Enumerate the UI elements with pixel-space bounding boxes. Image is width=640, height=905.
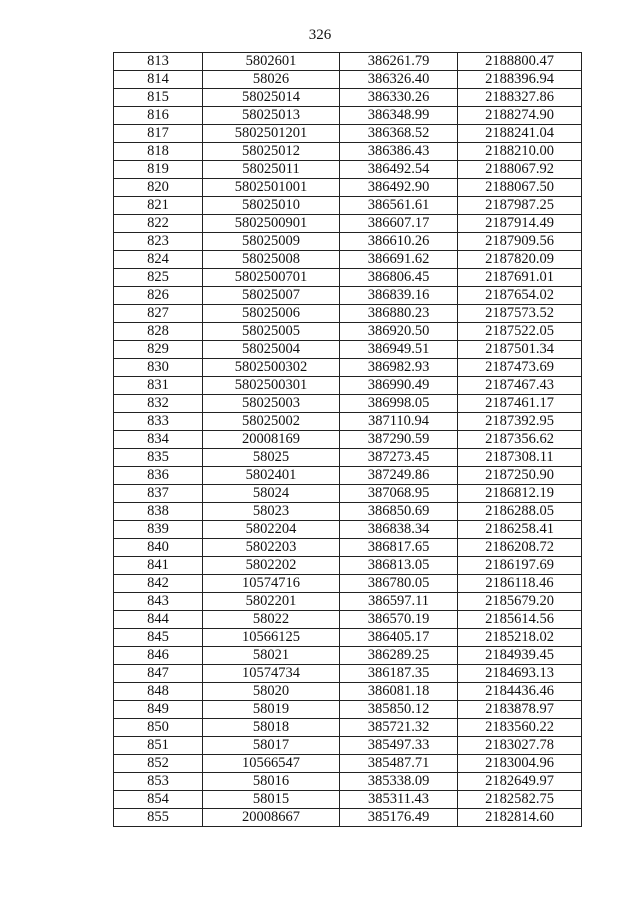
- table-row: [114, 449, 582, 467]
- y-coordinate-cell: 2188327.86: [458, 89, 582, 107]
- row-number-cell: 828: [114, 323, 203, 341]
- x-coordinate-cell: 385311.43: [340, 791, 458, 809]
- point-id-cell: 5802601: [203, 53, 340, 71]
- x-coordinate-cell: 386386.43: [340, 143, 458, 161]
- row-number-cell: 815: [114, 89, 203, 107]
- row-number-cell: 849: [114, 701, 203, 719]
- row-number-cell: 844: [114, 611, 203, 629]
- row-number-cell: 845: [114, 629, 203, 647]
- table-row: [114, 215, 582, 233]
- point-id-cell: 58025005: [203, 323, 340, 341]
- table-row: [114, 125, 582, 143]
- row-number-cell: 832: [114, 395, 203, 413]
- x-coordinate-cell: 386561.61: [340, 197, 458, 215]
- y-coordinate-cell: 2187573.52: [458, 305, 582, 323]
- row-number-cell: 852: [114, 755, 203, 773]
- table-row: [114, 53, 582, 71]
- x-coordinate-cell: 386570.19: [340, 611, 458, 629]
- table-row: [114, 377, 582, 395]
- y-coordinate-cell: 2187691.01: [458, 269, 582, 287]
- point-id-cell: 58025013: [203, 107, 340, 125]
- y-coordinate-cell: 2184693.13: [458, 665, 582, 683]
- table-row: [114, 719, 582, 737]
- y-coordinate-cell: 2188396.94: [458, 71, 582, 89]
- x-coordinate-cell: 386839.16: [340, 287, 458, 305]
- x-coordinate-cell: 385497.33: [340, 737, 458, 755]
- y-coordinate-cell: 2183878.97: [458, 701, 582, 719]
- row-number-cell: 836: [114, 467, 203, 485]
- y-coordinate-cell: 2187467.43: [458, 377, 582, 395]
- x-coordinate-cell: 386492.54: [340, 161, 458, 179]
- row-number-cell: 835: [114, 449, 203, 467]
- table-row: [114, 341, 582, 359]
- point-id-cell: 20008169: [203, 431, 340, 449]
- point-id-cell: 5802201: [203, 593, 340, 611]
- point-id-cell: 58025003: [203, 395, 340, 413]
- table-row: [114, 161, 582, 179]
- x-coordinate-cell: 385721.32: [340, 719, 458, 737]
- point-id-cell: 58025002: [203, 413, 340, 431]
- x-coordinate-cell: 386949.51: [340, 341, 458, 359]
- row-number-cell: 853: [114, 773, 203, 791]
- row-number-cell: 819: [114, 161, 203, 179]
- y-coordinate-cell: 2188067.92: [458, 161, 582, 179]
- point-id-cell: 5802500901: [203, 215, 340, 233]
- table-row: [114, 395, 582, 413]
- point-id-cell: 58024: [203, 485, 340, 503]
- point-id-cell: 5802501001: [203, 179, 340, 197]
- table-row: [114, 197, 582, 215]
- y-coordinate-cell: 2185679.20: [458, 593, 582, 611]
- table-row: [114, 143, 582, 161]
- y-coordinate-cell: 2184939.45: [458, 647, 582, 665]
- point-id-cell: 10566547: [203, 755, 340, 773]
- table-row: [114, 485, 582, 503]
- y-coordinate-cell: 2187461.17: [458, 395, 582, 413]
- point-id-cell: 58017: [203, 737, 340, 755]
- x-coordinate-cell: 386187.35: [340, 665, 458, 683]
- x-coordinate-cell: 385487.71: [340, 755, 458, 773]
- y-coordinate-cell: 2186118.46: [458, 575, 582, 593]
- row-number-cell: 837: [114, 485, 203, 503]
- x-coordinate-cell: 386607.17: [340, 215, 458, 233]
- point-id-cell: 58025014: [203, 89, 340, 107]
- y-coordinate-cell: 2186258.41: [458, 521, 582, 539]
- row-number-cell: 820: [114, 179, 203, 197]
- x-coordinate-cell: 387110.94: [340, 413, 458, 431]
- point-id-cell: 5802203: [203, 539, 340, 557]
- x-coordinate-cell: 386850.69: [340, 503, 458, 521]
- y-coordinate-cell: 2187909.56: [458, 233, 582, 251]
- row-number-cell: 843: [114, 593, 203, 611]
- table-row: [114, 323, 582, 341]
- x-coordinate-cell: 386982.93: [340, 359, 458, 377]
- row-number-cell: 825: [114, 269, 203, 287]
- table-row: [114, 503, 582, 521]
- y-coordinate-cell: 2183004.96: [458, 755, 582, 773]
- row-number-cell: 823: [114, 233, 203, 251]
- y-coordinate-cell: 2187250.90: [458, 467, 582, 485]
- point-id-cell: 20008667: [203, 809, 340, 827]
- y-coordinate-cell: 2182814.60: [458, 809, 582, 827]
- point-id-cell: 5802500302: [203, 359, 340, 377]
- row-number-cell: 841: [114, 557, 203, 575]
- point-id-cell: 58025004: [203, 341, 340, 359]
- x-coordinate-cell: 386813.05: [340, 557, 458, 575]
- row-number-cell: 818: [114, 143, 203, 161]
- point-id-cell: 58025012: [203, 143, 340, 161]
- row-number-cell: 816: [114, 107, 203, 125]
- x-coordinate-cell: 386081.18: [340, 683, 458, 701]
- row-number-cell: 846: [114, 647, 203, 665]
- y-coordinate-cell: 2182649.97: [458, 773, 582, 791]
- x-coordinate-cell: 386289.25: [340, 647, 458, 665]
- row-number-cell: 847: [114, 665, 203, 683]
- x-coordinate-cell: 386405.17: [340, 629, 458, 647]
- table-row: [114, 701, 582, 719]
- y-coordinate-cell: 2185614.56: [458, 611, 582, 629]
- row-number-cell: 826: [114, 287, 203, 305]
- y-coordinate-cell: 2187914.49: [458, 215, 582, 233]
- table-row: [114, 683, 582, 701]
- row-number-cell: 827: [114, 305, 203, 323]
- row-number-cell: 855: [114, 809, 203, 827]
- table-row: [114, 107, 582, 125]
- row-number-cell: 840: [114, 539, 203, 557]
- y-coordinate-cell: 2182582.75: [458, 791, 582, 809]
- table-row: [114, 269, 582, 287]
- table-row: [114, 557, 582, 575]
- y-coordinate-cell: 2188067.50: [458, 179, 582, 197]
- coordinates-table: [113, 52, 582, 827]
- row-number-cell: 848: [114, 683, 203, 701]
- x-coordinate-cell: 386368.52: [340, 125, 458, 143]
- row-number-cell: 821: [114, 197, 203, 215]
- y-coordinate-cell: 2185218.02: [458, 629, 582, 647]
- point-id-cell: 58025009: [203, 233, 340, 251]
- x-coordinate-cell: 386990.49: [340, 377, 458, 395]
- y-coordinate-cell: 2187501.34: [458, 341, 582, 359]
- x-coordinate-cell: 386920.50: [340, 323, 458, 341]
- y-coordinate-cell: 2187820.09: [458, 251, 582, 269]
- point-id-cell: 58019: [203, 701, 340, 719]
- x-coordinate-cell: 386597.11: [340, 593, 458, 611]
- point-id-cell: 5802500701: [203, 269, 340, 287]
- row-number-cell: 838: [114, 503, 203, 521]
- row-number-cell: 817: [114, 125, 203, 143]
- point-id-cell: 10574734: [203, 665, 340, 683]
- table-row: [114, 611, 582, 629]
- table-row: [114, 359, 582, 377]
- y-coordinate-cell: 2183027.78: [458, 737, 582, 755]
- x-coordinate-cell: 386326.40: [340, 71, 458, 89]
- x-coordinate-cell: 386492.90: [340, 179, 458, 197]
- y-coordinate-cell: 2188274.90: [458, 107, 582, 125]
- table-row: [114, 665, 582, 683]
- table-row: [114, 791, 582, 809]
- table-row: [114, 233, 582, 251]
- x-coordinate-cell: 386880.23: [340, 305, 458, 323]
- point-id-cell: 58026: [203, 71, 340, 89]
- point-id-cell: 58025007: [203, 287, 340, 305]
- table-row: [114, 305, 582, 323]
- table-row: [114, 179, 582, 197]
- point-id-cell: 5802501201: [203, 125, 340, 143]
- table-row: [114, 737, 582, 755]
- point-id-cell: 10574716: [203, 575, 340, 593]
- table-row: [114, 413, 582, 431]
- y-coordinate-cell: 2186288.05: [458, 503, 582, 521]
- y-coordinate-cell: 2188210.00: [458, 143, 582, 161]
- y-coordinate-cell: 2186812.19: [458, 485, 582, 503]
- point-id-cell: 5802500301: [203, 377, 340, 395]
- point-id-cell: 10566125: [203, 629, 340, 647]
- row-number-cell: 822: [114, 215, 203, 233]
- x-coordinate-cell: 387068.95: [340, 485, 458, 503]
- y-coordinate-cell: 2186208.72: [458, 539, 582, 557]
- x-coordinate-cell: 386348.99: [340, 107, 458, 125]
- point-id-cell: 58023: [203, 503, 340, 521]
- point-id-cell: 5802401: [203, 467, 340, 485]
- table-row: [114, 809, 582, 827]
- point-id-cell: 58025006: [203, 305, 340, 323]
- y-coordinate-cell: 2187392.95: [458, 413, 582, 431]
- table-row: [114, 467, 582, 485]
- table-row: [114, 575, 582, 593]
- x-coordinate-cell: 385338.09: [340, 773, 458, 791]
- table-row: [114, 539, 582, 557]
- x-coordinate-cell: 386261.79: [340, 53, 458, 71]
- row-number-cell: 830: [114, 359, 203, 377]
- x-coordinate-cell: 386998.05: [340, 395, 458, 413]
- table-row: [114, 629, 582, 647]
- x-coordinate-cell: 387273.45: [340, 449, 458, 467]
- row-number-cell: 824: [114, 251, 203, 269]
- row-number-cell: 854: [114, 791, 203, 809]
- row-number-cell: 851: [114, 737, 203, 755]
- y-coordinate-cell: 2187308.11: [458, 449, 582, 467]
- table-body: [114, 53, 582, 827]
- y-coordinate-cell: 2187356.62: [458, 431, 582, 449]
- table-row: [114, 593, 582, 611]
- y-coordinate-cell: 2184436.46: [458, 683, 582, 701]
- x-coordinate-cell: 386330.26: [340, 89, 458, 107]
- point-id-cell: 58025: [203, 449, 340, 467]
- y-coordinate-cell: 2188800.47: [458, 53, 582, 71]
- point-id-cell: 58025011: [203, 161, 340, 179]
- table-row: [114, 89, 582, 107]
- table-row: [114, 251, 582, 269]
- point-id-cell: 58020: [203, 683, 340, 701]
- point-id-cell: 58016: [203, 773, 340, 791]
- point-id-cell: 5802204: [203, 521, 340, 539]
- row-number-cell: 813: [114, 53, 203, 71]
- point-id-cell: 58021: [203, 647, 340, 665]
- point-id-cell: 5802202: [203, 557, 340, 575]
- y-coordinate-cell: 2187654.02: [458, 287, 582, 305]
- page-number: 326: [308, 27, 332, 43]
- x-coordinate-cell: 386610.26: [340, 233, 458, 251]
- point-id-cell: 58022: [203, 611, 340, 629]
- y-coordinate-cell: 2187473.69: [458, 359, 582, 377]
- table-row: [114, 71, 582, 89]
- row-number-cell: 814: [114, 71, 203, 89]
- x-coordinate-cell: 386817.65: [340, 539, 458, 557]
- x-coordinate-cell: 386838.34: [340, 521, 458, 539]
- table-row: [114, 431, 582, 449]
- row-number-cell: 831: [114, 377, 203, 395]
- table-row: [114, 755, 582, 773]
- x-coordinate-cell: 385850.12: [340, 701, 458, 719]
- x-coordinate-cell: 386691.62: [340, 251, 458, 269]
- point-id-cell: 58018: [203, 719, 340, 737]
- row-number-cell: 850: [114, 719, 203, 737]
- y-coordinate-cell: 2187987.25: [458, 197, 582, 215]
- y-coordinate-cell: 2188241.04: [458, 125, 582, 143]
- row-number-cell: 839: [114, 521, 203, 539]
- table-row: [114, 647, 582, 665]
- row-number-cell: 842: [114, 575, 203, 593]
- point-id-cell: 58015: [203, 791, 340, 809]
- row-number-cell: 834: [114, 431, 203, 449]
- x-coordinate-cell: 386780.05: [340, 575, 458, 593]
- table-row: [114, 773, 582, 791]
- y-coordinate-cell: 2186197.69: [458, 557, 582, 575]
- point-id-cell: 58025010: [203, 197, 340, 215]
- table-row: [114, 287, 582, 305]
- x-coordinate-cell: 387249.86: [340, 467, 458, 485]
- row-number-cell: 829: [114, 341, 203, 359]
- x-coordinate-cell: 385176.49: [340, 809, 458, 827]
- y-coordinate-cell: 2183560.22: [458, 719, 582, 737]
- row-number-cell: 833: [114, 413, 203, 431]
- x-coordinate-cell: 387290.59: [340, 431, 458, 449]
- x-coordinate-cell: 386806.45: [340, 269, 458, 287]
- table-row: [114, 521, 582, 539]
- point-id-cell: 58025008: [203, 251, 340, 269]
- y-coordinate-cell: 2187522.05: [458, 323, 582, 341]
